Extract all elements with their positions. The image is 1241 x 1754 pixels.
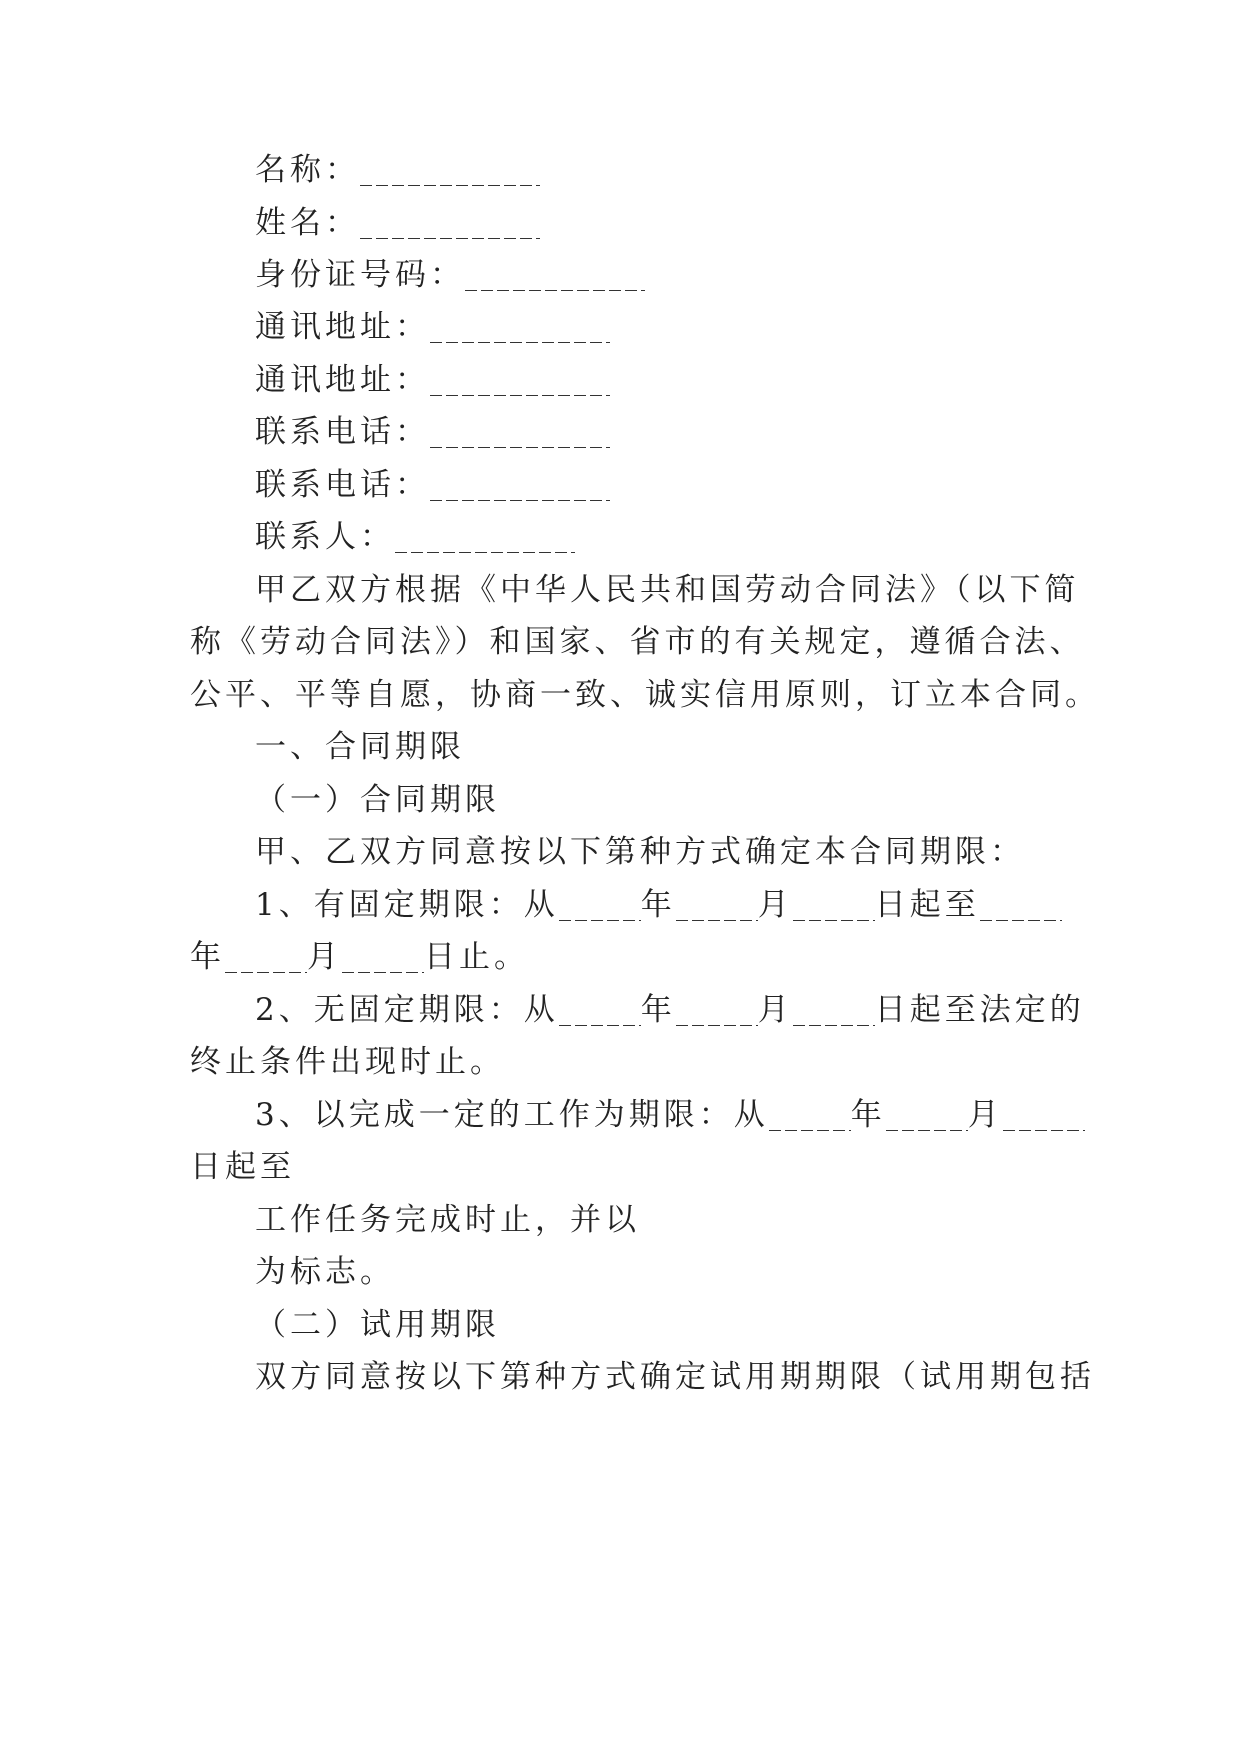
fill-blank[interactable]: [793, 996, 875, 1026]
item-1-line-2: [190, 937, 529, 977]
field-address: [255, 307, 610, 347]
subsection-title: （二）试用期限: [255, 1307, 500, 1343]
fill-blank[interactable]: [225, 943, 307, 973]
fill-blank[interactable]: [1003, 1101, 1085, 1131]
fill-blank[interactable]: [676, 891, 758, 921]
field-phone-2: [255, 465, 610, 505]
fill-blank[interactable]: [676, 996, 758, 1026]
subsection-title: （一）合同期限: [255, 782, 500, 818]
intro-line-1: 甲乙双方根据《中华人民共和国劳动合同法》（以下简: [255, 572, 1080, 608]
item-text: 月: [967, 1097, 1003, 1133]
fill-blank[interactable]: [769, 1101, 851, 1131]
fill-blank[interactable]: [342, 943, 424, 973]
item-1-line-1: [255, 885, 1062, 925]
field-label: 联系电话：: [255, 467, 430, 503]
field-label: 通讯地址：: [255, 309, 430, 345]
item-text: 日起至法定的: [874, 992, 1085, 1028]
field-contact-person: [255, 517, 575, 557]
paragraph: 双方同意按以下第种方式确定试用期期限（试用期包括: [255, 1359, 1095, 1395]
item-text: 1、有固定期限：从: [255, 887, 559, 923]
fill-blank[interactable]: [395, 523, 575, 553]
item-text: 年: [850, 1097, 886, 1133]
field-person-name: [255, 203, 540, 243]
fill-blank[interactable]: [430, 471, 610, 501]
field-label: 联系电话：: [255, 414, 430, 450]
item-text: 日起至: [874, 887, 980, 923]
item-text: 日止。: [424, 939, 529, 975]
fill-blank[interactable]: [886, 1101, 968, 1131]
fill-blank[interactable]: [559, 891, 641, 921]
field-label: 身份证号码：: [255, 257, 465, 293]
fill-blank[interactable]: [793, 891, 875, 921]
field-label: 名称：: [255, 152, 360, 188]
item-text: 年: [640, 992, 676, 1028]
item-3-line-1: [255, 1095, 1085, 1135]
fill-blank[interactable]: [430, 313, 610, 343]
item-text: 年: [190, 939, 225, 975]
paragraph: 甲、乙双方同意按以下第种方式确定本合同期限：: [255, 834, 1025, 870]
intro-line-3: 公平、平等自愿，协商一致、诚实信用原则，订立本合同。: [190, 677, 1100, 713]
fill-blank[interactable]: [360, 156, 540, 186]
item-text: 月: [307, 939, 342, 975]
fill-blank[interactable]: [980, 891, 1062, 921]
field-label: 姓名：: [255, 205, 360, 241]
item-3-line-2: 日起至: [190, 1149, 295, 1185]
item-text: 月: [757, 887, 793, 923]
item-2-line-1: [255, 990, 1085, 1030]
item-text: 2、无固定期限：从: [255, 992, 559, 1028]
field-name: [255, 150, 540, 190]
fill-blank[interactable]: [559, 996, 641, 1026]
field-id-number: [255, 255, 645, 295]
field-label: 通讯地址：: [255, 362, 430, 398]
item-text: 年: [640, 887, 676, 923]
section-title: 一、合同期限: [255, 729, 465, 765]
item-text: 月: [757, 992, 793, 1028]
fill-blank[interactable]: [430, 418, 610, 448]
field-address-2: [255, 360, 610, 400]
marker-line: 为标志。: [255, 1254, 395, 1290]
fill-blank[interactable]: [430, 366, 610, 396]
item-text: 3、以完成一定的工作为期限：从: [255, 1097, 769, 1133]
item-2-line-2: 终止条件出现时止。: [190, 1044, 505, 1080]
intro-line-2: 称《劳动合同法》）和国家、省市的有关规定，遵循合法、: [190, 624, 1085, 660]
work-completion-line: 工作任务完成时止，并以: [255, 1202, 640, 1238]
field-phone: [255, 412, 610, 452]
fill-blank[interactable]: [360, 209, 540, 239]
fill-blank[interactable]: [465, 261, 645, 291]
field-label: 联系人：: [255, 519, 395, 555]
